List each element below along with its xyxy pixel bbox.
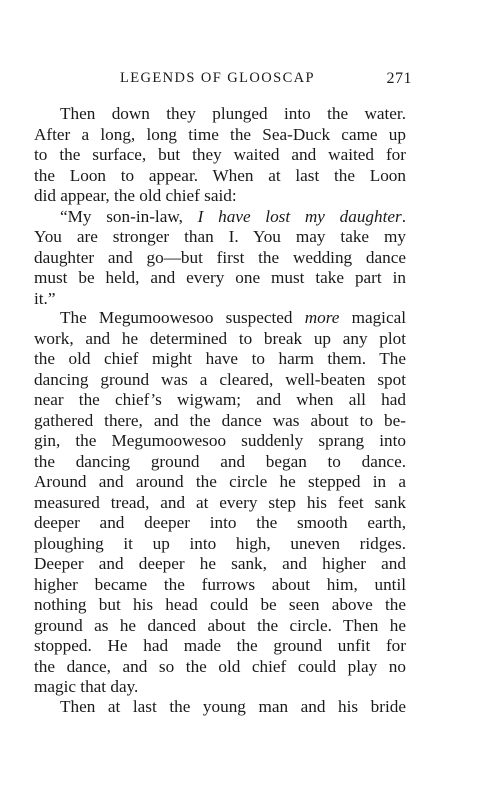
text-line: gathered there, and the dance was about to be- <box>34 410 406 430</box>
text-line: Around and around the circle he stepped in a <box>34 472 406 491</box>
text-line: the old chief might have to harm them. The <box>34 349 406 368</box>
text-line: ploughing it up into high, uneven ridges. <box>34 533 406 553</box>
text-line: Deeper and deeper he sank, and higher and <box>34 554 406 573</box>
text-line: Then down they plunged into the water. <box>60 104 406 123</box>
text-line: it.” <box>34 288 56 308</box>
text-line: You are stronger than I. You may take my <box>34 227 406 246</box>
paragraph-3 <box>34 308 406 698</box>
paragraph-1 <box>34 104 406 207</box>
text-line: magic that day. <box>34 677 139 696</box>
text-line: work, and he determined to break up any plot <box>34 328 406 348</box>
text-line: stopped. He had made the ground unfit for <box>34 636 406 655</box>
text-line: measured tread, and at every step his feet sank <box>34 492 406 512</box>
text-line: After a long, long time the Sea-Duck came up <box>34 124 406 144</box>
text-line: near the chief’s wigwam; and when all had <box>34 390 406 409</box>
text-line: must be held, and every one must take part in <box>34 268 406 287</box>
text-line: higher became the furrows about him, until <box>34 574 406 594</box>
text-line: the Loon to appear. When at last the Loon <box>34 165 406 185</box>
text-line: nothing but his head could be seen above the <box>34 595 406 614</box>
text-line: ground as he danced about the circle. Then he <box>34 615 406 635</box>
text-line: deeper and deeper into the smooth earth, <box>34 513 406 532</box>
text-line: to the surface, but they waited and waited for <box>34 145 406 164</box>
text-line: Then at last the young man and his bride <box>60 697 406 716</box>
text-line: The Megumoowesoo suspected more magical <box>60 308 406 327</box>
page-number: 271 <box>386 70 412 87</box>
paragraph-2 <box>34 207 406 310</box>
paragraph-4 <box>34 697 406 718</box>
running-title: LEGENDS OF GLOOSCAP <box>120 70 315 86</box>
text-line: the dancing ground and began to dance. <box>34 451 406 471</box>
running-header <box>120 70 412 90</box>
text-line: did appear, the old chief said: <box>34 186 237 205</box>
text-line: daughter and go—but first the wedding dance <box>34 247 406 267</box>
text-line: dancing ground was a cleared, well-beaten spot <box>34 369 406 389</box>
text-line: “My son-in-law, I have lost my daughter. <box>60 206 406 226</box>
text-line: gin, the Megumoowesoo suddenly sprang into <box>34 431 406 450</box>
text-line: the dance, and so the old chief could play no <box>34 656 406 676</box>
